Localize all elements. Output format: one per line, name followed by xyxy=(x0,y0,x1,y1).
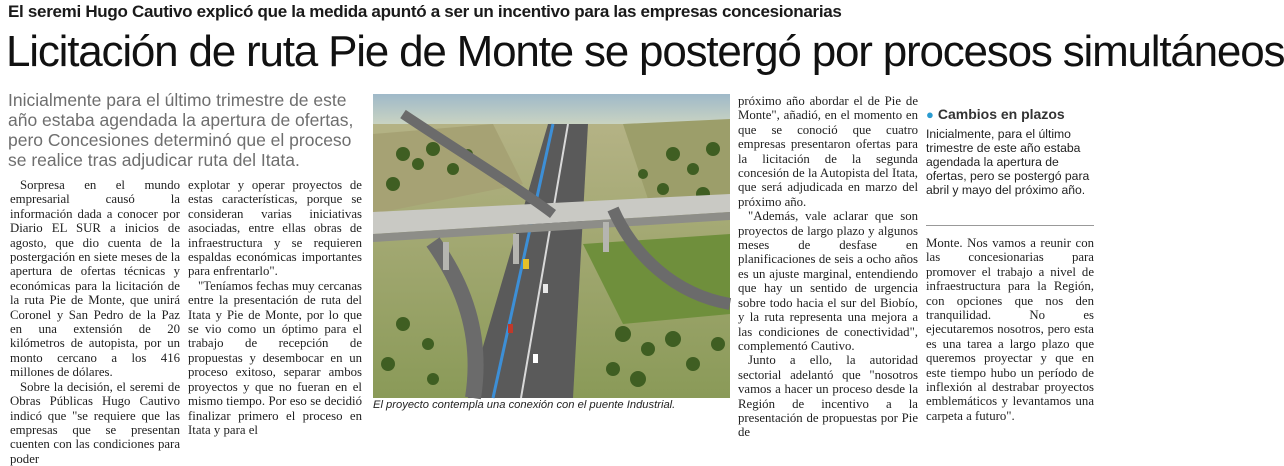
paragraph: Monte. Nos vamos a reunir con las concesionarias para promover el trabajo a nivel de infraestructura para la Región, con opciones que nos den tranquilidad. No es ejecutaremos nosotros, pero esta es una tarea a largo plazo que queremos proyectar y que en este tiempo hubo un período de inflexión al destrabar proyectos emblemáticos y levantamos una carpeta a futuro". xyxy=(926,236,1094,423)
paragraph: Sorpresa en el mundo empresarial causó la información dada a conocer por Diario EL SUR a inicios de agosto, que dio cuenta de la postergación en siete meses de la apertura de ofertas técnicas y económicas para la licitación de la ruta Pie de Monte, que unirá Coronel y San Pedro de la Paz en una extensión de 20 kilómetros de autopista, por un monto cercano a los 416 millones de dólares. xyxy=(10,178,180,380)
article-kicker: El seremi Hugo Cautivo explicó que la medida apuntó a ser un incentivo para las empresas concesionarias xyxy=(8,2,842,21)
sidebar-box xyxy=(926,106,1094,197)
bullet-dot-icon: ● xyxy=(926,107,934,122)
divider xyxy=(926,225,1094,226)
body-column-3 xyxy=(738,94,918,440)
paragraph: "Teníamos fechas muy cercanas entre la presentación de ruta del Itata y Pie de Monte, por lo que se vio como un óptimo para el trabajo de recepción de propuestas y desembocar en un proceso exitoso, separar ambos proyectos y que no fueran en el mismo tiempo. Por eso se decidió finalizar primero el proceso en Itata y para el xyxy=(188,278,362,437)
sidebar-title xyxy=(926,106,1094,122)
paragraph: "Además, vale aclarar que son proyectos de largo plazo y algunos meses de desfase en planificaciones de seis a ocho años es un ajuste marginal, entendiendo que hay un sentido de urgencia sobre todo hacia el sur del Biobío, y la ruta representa una mejora a las condiciones de conectividad", complementó Cautivo. xyxy=(738,209,918,353)
paragraph: Junto a ello, la autoridad sectorial adelantó que "nosotros vamos a hacer un proceso desde la Región de incentivo a la presentación de propuestas por Pie de xyxy=(738,353,918,440)
body-column-2 xyxy=(188,178,362,437)
article-headline: Licitación de ruta Pie de Monte se postergó por procesos simultáneos xyxy=(6,27,1284,76)
body-column-4 xyxy=(926,236,1094,423)
sidebar-body: Inicialmente, para el último trimestre de este año estaba agendada la apertura de ofertas, pero se postergó para abril y mayo del próximo año. xyxy=(926,127,1090,197)
paragraph: Sobre la decisión, el seremi de Obras Públicas Hugo Cautivo indicó que "se requiere que las empresas que se presentan cuenten con las condiciones para poder xyxy=(10,379,180,466)
paragraph: explotar y operar proyectos de estas características, porque se consideran varias iniciativas asociadas, entre ellas obras de infraestructura y se requieren espaldas económicas importantes para enfrentarlo". xyxy=(188,178,362,279)
photo-caption: El proyecto contempla una conexión con el puente Industrial. xyxy=(373,399,676,411)
article-lead: Inicialmente para el último trimestre de este año estaba agendada la apertura de ofertas, pero Concesiones determinó que el proceso se realice tras adjudicar ruta del Itata. xyxy=(8,90,354,170)
paragraph: próximo año abordar el de Pie de Monte", añadió, en el momento en que se conoció que cuatro empresas presentaron ofertas para la licitación de la segunda concesión de la Autopista del Itata, que será adjudicada en marzo del próximo año. xyxy=(738,94,918,209)
highway-rendering-photo xyxy=(373,94,730,398)
sidebar-title-text: Cambios en plazos xyxy=(937,106,1065,122)
body-column-1 xyxy=(10,178,180,466)
